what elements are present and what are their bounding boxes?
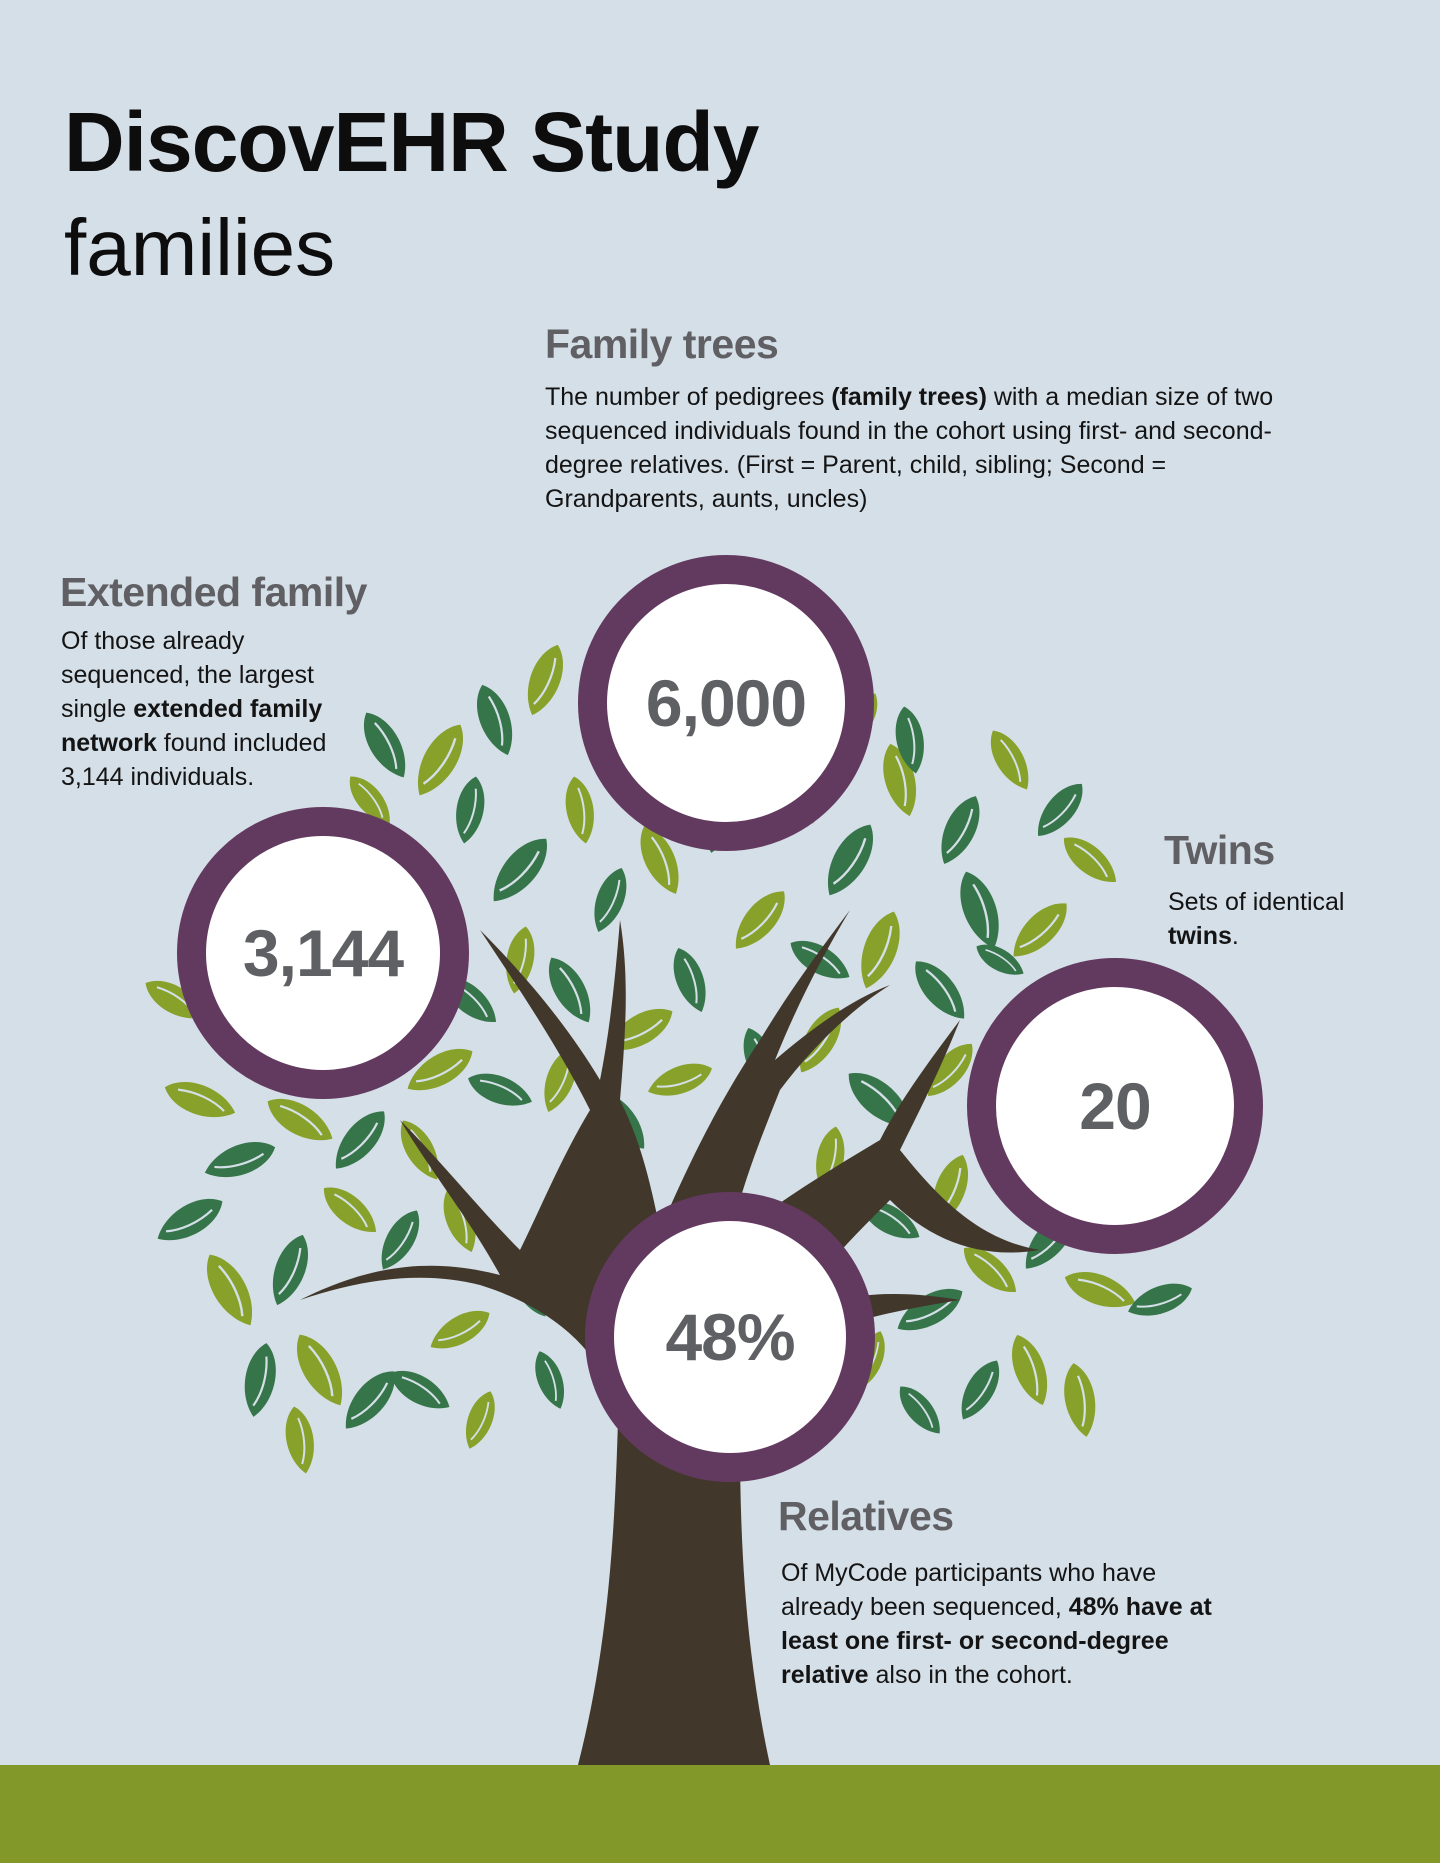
family-trees-description: The number of pedigrees (family trees) with a median size of two sequenced individuals found in the cohort using first- and second-degree relatives. (First = Parent, child, sibling; Second = Grandparents, aunts, uncles) [545, 383, 1274, 513]
extended-family-description: Of those already sequenced, the largest single extended family network found included 3,144 individuals. [61, 627, 327, 791]
extended-family-stat-value: 3,144 [242, 916, 404, 990]
twins-stat-circle [967, 958, 1263, 1254]
page-title: DiscovEHR Study [64, 95, 759, 189]
relatives-stat-circle [585, 1192, 875, 1482]
twins-heading: Twins [1164, 827, 1275, 873]
relatives-description: Of MyCode participants who have already been sequenced, 48% have at least one first- or second-degree relative also in the cohort. [781, 1559, 1212, 1689]
family-trees-stat-circle [578, 555, 874, 851]
relatives-heading: Relatives [778, 1493, 954, 1539]
extended-family-heading: Extended family [60, 569, 367, 615]
relatives-stat-value: 48% [665, 1300, 795, 1374]
ground-band [0, 1765, 1440, 1863]
page-subtitle: families [64, 203, 336, 292]
twins-description: Sets of identical twins. [1168, 888, 1345, 950]
twins-stat-value: 20 [1079, 1069, 1151, 1143]
family-trees-heading: Family trees [545, 321, 779, 367]
extended-family-stat-circle [177, 807, 469, 1099]
family-trees-stat-value: 6,000 [645, 666, 807, 740]
